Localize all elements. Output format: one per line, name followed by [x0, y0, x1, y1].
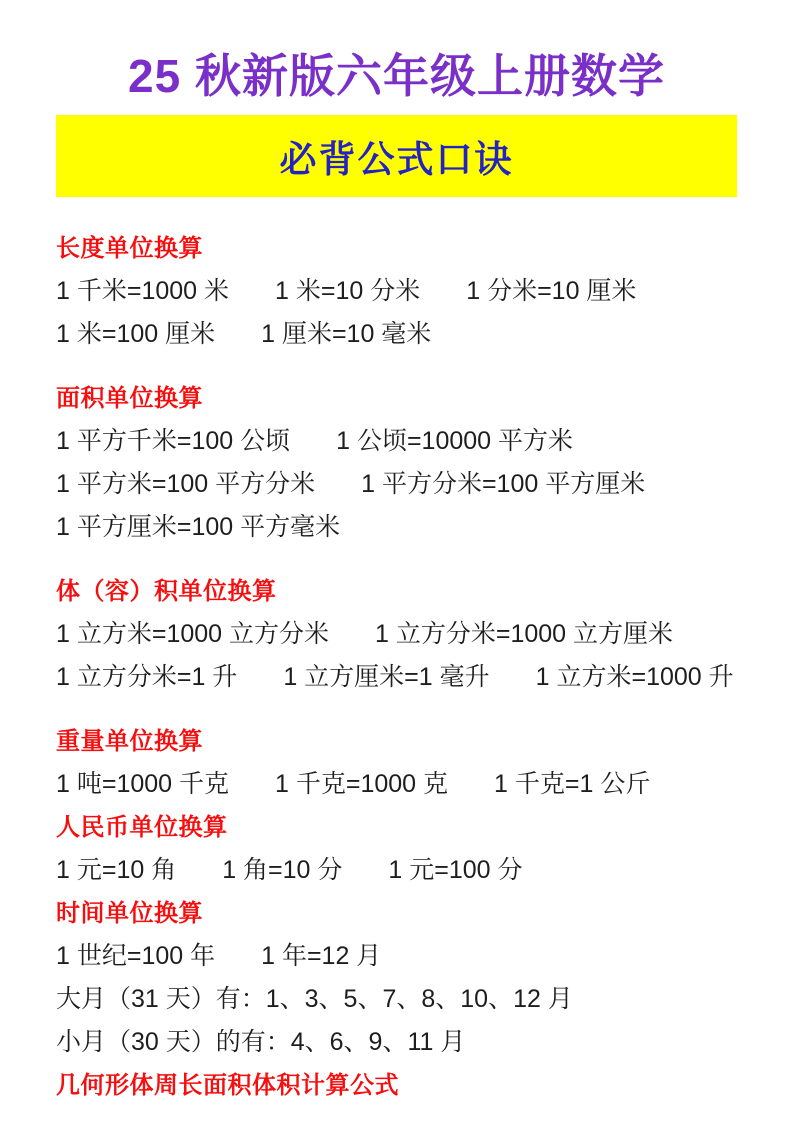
section-heading-area: 面积单位换算	[56, 384, 203, 412]
formula: 1 世纪=100 年	[56, 941, 216, 970]
formula: 1 平方米=100 平方分米	[56, 469, 316, 498]
formula-line	[56, 270, 737, 313]
formula: 1 角=10 分	[222, 855, 343, 884]
formula-line	[56, 420, 737, 463]
formula-line	[56, 613, 737, 656]
formula: 1 元=10 角	[56, 855, 177, 884]
formula-line	[56, 935, 737, 978]
page-title: 25 秋新版六年级上册数学	[128, 50, 665, 102]
formula-line	[56, 656, 737, 699]
formula: 1 元=100 分	[388, 855, 523, 884]
section-volume	[56, 570, 737, 699]
formula: 1 平方千米=100 公顷	[56, 426, 291, 455]
formula: 1 平方厘米=100 平方毫米	[56, 512, 341, 541]
banner	[56, 115, 737, 197]
formula: 1 立方厘米=1 毫升	[283, 662, 490, 691]
section-heading-length: 长度单位换算	[56, 234, 203, 262]
section-heading-time: 时间单位换算	[56, 899, 203, 927]
formula: 1 立方米=1000 立方分米	[56, 619, 330, 648]
formula: 1 吨=1000 千克	[56, 769, 230, 798]
section-heading-currency: 人民币单位换算	[56, 813, 228, 841]
formula: 1 千克=1 公斤	[494, 769, 651, 798]
formula: 1 公顷=10000 平方米	[336, 426, 574, 455]
formula-line	[56, 506, 737, 549]
section-heading-volume: 体（容）积单位换算	[56, 577, 277, 605]
formula-line	[56, 313, 737, 356]
formula: 1 年=12 月	[261, 941, 382, 970]
formula-line	[56, 763, 737, 806]
section-heading-weight: 重量单位换算	[56, 727, 203, 755]
section-geometry	[56, 1064, 737, 1107]
formula: 1 平方分米=100 平方厘米	[361, 469, 646, 498]
section-length	[56, 227, 737, 356]
formula: 1 米=100 厘米	[56, 319, 216, 348]
banner-title: 必背公式口诀	[279, 138, 514, 180]
section-currency	[56, 806, 737, 892]
formula: 1 立方分米=1000 立方厘米	[375, 619, 674, 648]
formula-line	[56, 849, 737, 892]
section-area	[56, 377, 737, 549]
formula-line	[56, 1021, 737, 1064]
formula: 1 千米=1000 米	[56, 276, 230, 305]
formula: 1 分米=10 厘米	[466, 276, 637, 305]
formula: 大月（31 天）有：1、3、5、7、8、10、12 月	[56, 984, 573, 1013]
section-weight	[56, 720, 737, 806]
formula: 1 厘米=10 毫米	[261, 319, 432, 348]
formula: 1 立方分米=1 升	[56, 662, 238, 691]
formula-line	[56, 463, 737, 506]
formula-sections	[0, 197, 793, 1107]
formula: 小月（30 天）的有：4、6、9、11 月	[56, 1027, 466, 1056]
section-time	[56, 892, 737, 1064]
formula-line	[56, 978, 737, 1021]
formula: 1 米=10 分米	[275, 276, 421, 305]
section-heading-geometry: 几何形体周长面积体积计算公式	[56, 1071, 399, 1099]
formula: 1 立方米=1000 升	[535, 662, 734, 691]
formula: 1 千克=1000 克	[275, 769, 449, 798]
